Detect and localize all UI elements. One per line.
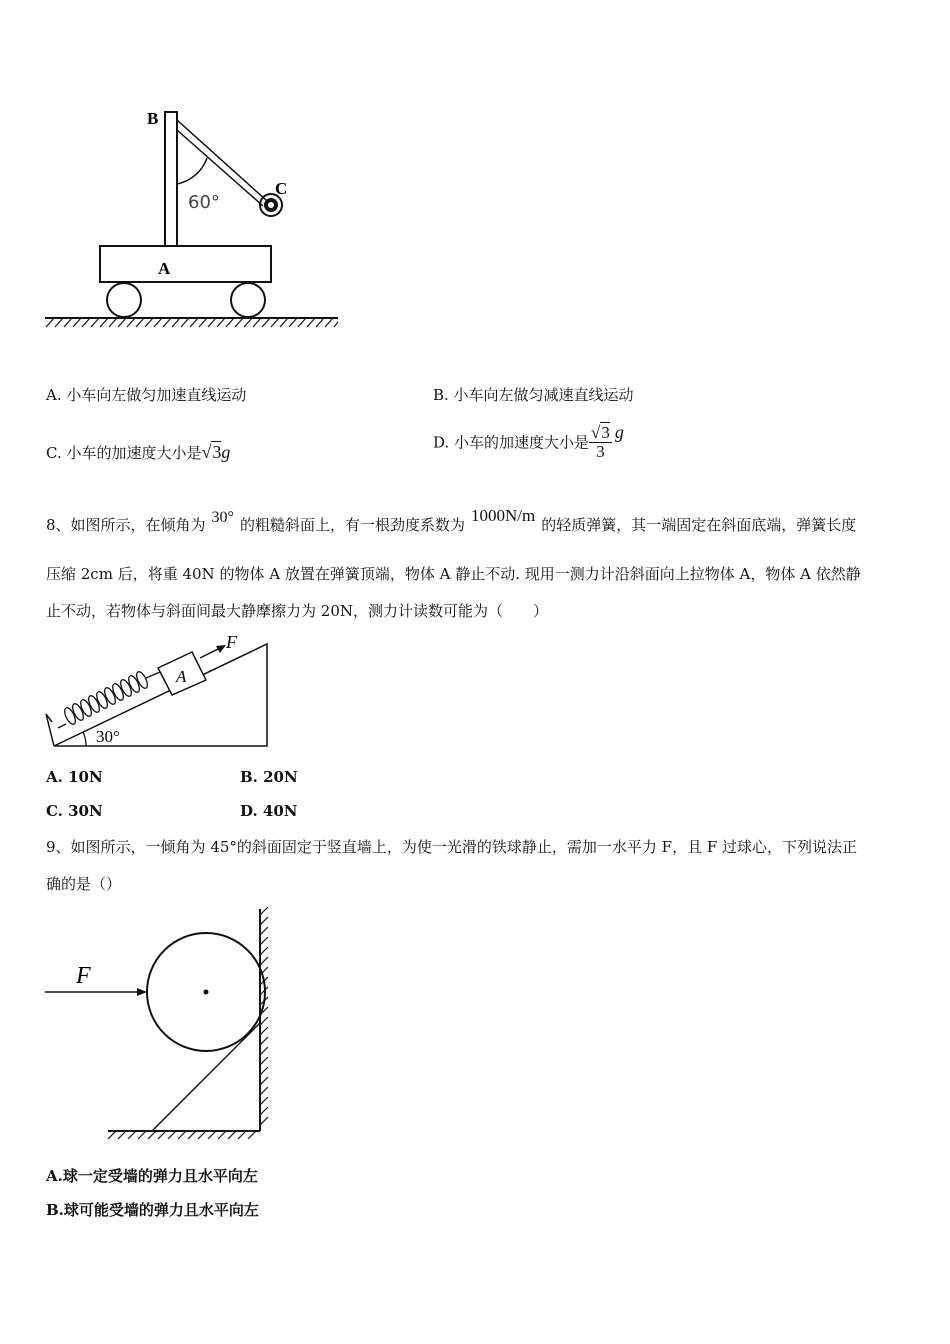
label-a-block: A <box>176 667 187 686</box>
q7-option-c-text: C. 小车的加速度大小是 <box>46 444 202 462</box>
angle-label-30: 30° <box>96 727 120 746</box>
incline-spring-figure <box>40 628 280 753</box>
q8-option-d[interactable]: D. 40N <box>240 802 298 820</box>
angle-arc-30 <box>83 732 86 746</box>
ball-wall-figure <box>40 905 280 1145</box>
wheel-right <box>231 283 265 317</box>
q8-option-b[interactable]: B. 20N <box>240 768 298 786</box>
q8-line-1-c: 的轻质弹簧，其一端固定在斜面底端，弹簧长度 <box>541 516 857 534</box>
angle-arc <box>177 158 207 184</box>
q9-option-b[interactable]: B.球可能受墙的弹力且水平向左 <box>46 1201 259 1219</box>
q7-option-c-radicand: 3 <box>212 442 222 462</box>
label-a: A <box>158 259 171 278</box>
q7-option-d-var: g <box>614 422 624 442</box>
q8-line-3: 止不动，若物体与斜面间最大静摩擦力为 20N，测力计读数可能为（ ） <box>46 602 548 620</box>
q8-option-a[interactable]: A. 10N <box>46 768 103 786</box>
q8-line-1-a: 8、如图所示，在倾角为 <box>46 516 206 534</box>
q9-line-2: 确的是（） <box>46 875 122 893</box>
ball-center <box>204 990 209 995</box>
angle-label: 60° <box>188 192 220 213</box>
cart-body <box>100 246 271 282</box>
q7-option-b[interactable]: B. 小车向左做匀减速直线运动 <box>433 386 634 404</box>
q8-option-c[interactable]: C. 30N <box>46 802 103 820</box>
vertical-pole <box>165 112 177 246</box>
q9-option-a[interactable]: A.球一定受墙的弹力且水平向左 <box>46 1167 258 1185</box>
rope-bc <box>177 120 266 200</box>
label-f-q9: F <box>76 963 91 989</box>
q7-option-d-radicand: 3 <box>601 422 610 442</box>
q8-spring-constant: 1000N/m <box>470 506 536 525</box>
q8-line-1 <box>46 506 856 535</box>
q7-option-d[interactable]: D. 小车的加速度大小是 $\frac{√3}{3}$ g <box>433 422 624 461</box>
cart-figure <box>40 100 350 335</box>
q7-option-d-den: 3 <box>596 441 605 461</box>
q8-line-2: 压缩 2cm 后，将重 40N 的物体 A 放置在弹簧顶端，物体 A 静止不动. 现用一测力计沿斜面向上拉物体 A，物体 A 依然静 <box>46 565 861 583</box>
q8-angle: 30° <box>211 509 234 526</box>
q7-option-a[interactable]: A. 小车向左做匀加速直线运动 <box>46 386 247 404</box>
q7-option-c[interactable]: C. 小车的加速度大小是√3g <box>46 442 231 462</box>
label-f: F <box>226 632 237 652</box>
q9-line-1: 9、如图所示，一倾角为 45°的斜面固定于竖直墙上，为使一光滑的铁球静止，需加一水平力 F，且 F 过球心，下列说法正 <box>46 838 858 856</box>
incline <box>54 644 267 746</box>
wheel-left <box>107 283 141 317</box>
incline-45 <box>152 1023 260 1131</box>
q7-option-c-var: g <box>221 442 231 462</box>
label-b: B <box>147 109 159 128</box>
q8-line-1-b: 的粗糙斜面上，有一根劲度系数为 <box>239 516 465 534</box>
label-c: C <box>275 179 288 198</box>
q7-option-d-text: D. 小车的加速度大小是 <box>433 433 590 452</box>
